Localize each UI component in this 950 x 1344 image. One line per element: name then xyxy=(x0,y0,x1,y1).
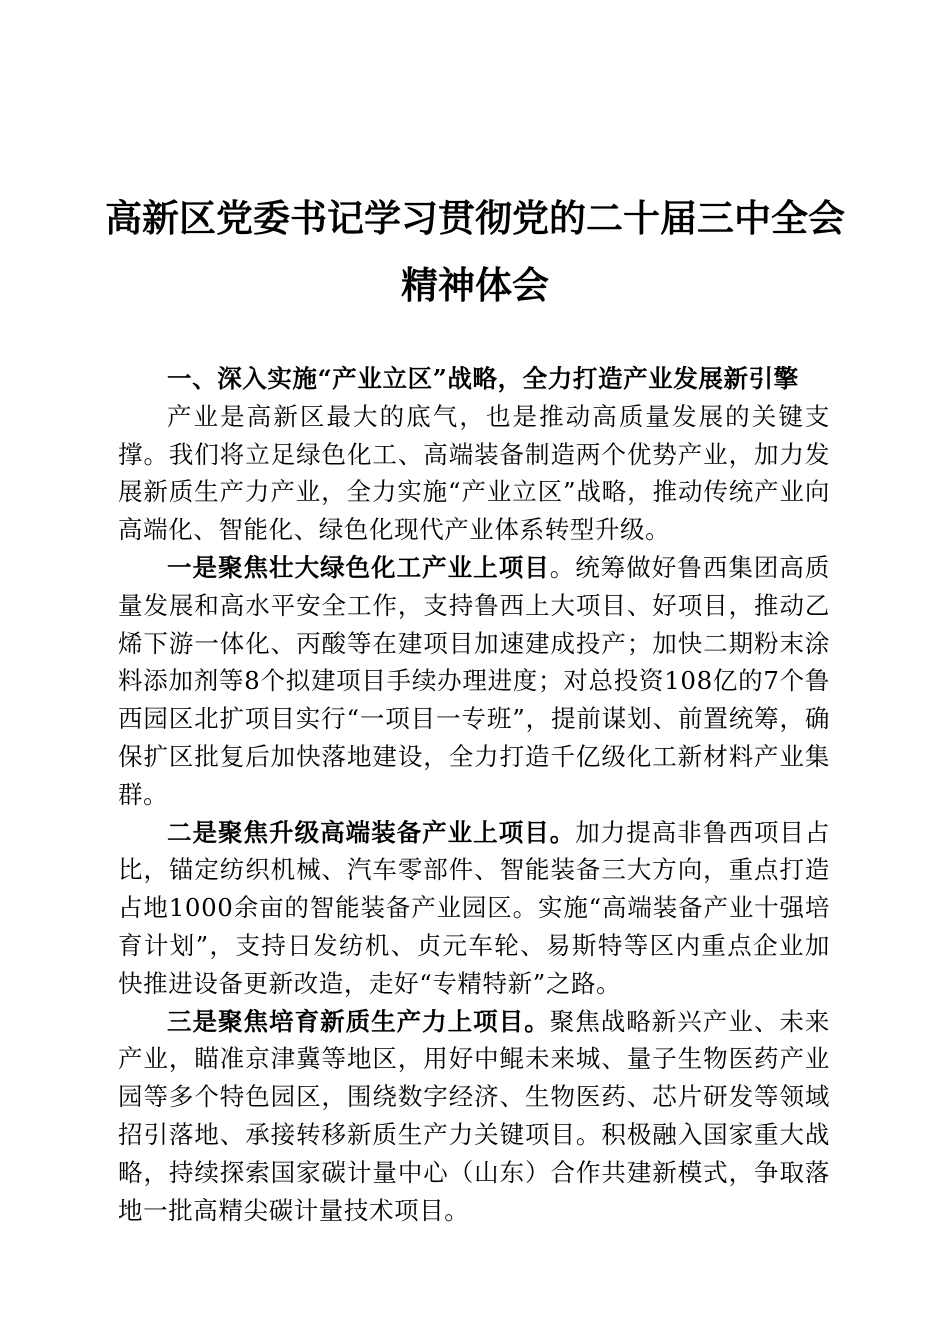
item-2-text: 加力提高非鲁西项目占比，锚定纺织机械、汽车零部件、智能装备三大方向，重点打造占地1000余亩的智能装备产业园区。实施“高端装备产业十强培育计划”，支持日发纺机、贞元车轮、易斯特等区内重点企业加快推进设备更新改造，走好“专精特新”之路。 xyxy=(118,817,830,998)
paragraph-item-3 xyxy=(118,1003,830,1230)
document-title-line-2: 精神体会 xyxy=(401,263,549,307)
item-3-lead: 三是聚焦培育新质生产力上项目。 xyxy=(167,1006,550,1036)
section-heading: 一、深入实施“产业立区”战略，全力打造产业发展新引擎 xyxy=(167,364,799,393)
document-body xyxy=(118,360,830,1229)
item-1-lead: 一是聚焦壮大绿色化工产业上项目 xyxy=(167,552,550,582)
document-title-line-1: 高新区党委书记学习贯彻党的二十届三中全会 xyxy=(105,196,845,240)
paragraph-item-2 xyxy=(118,814,830,1003)
item-2-lead: 二是聚焦升级高端装备产业上项目。 xyxy=(167,817,576,847)
paragraph-item-1 xyxy=(118,549,830,814)
intro-paragraph: 产业是高新区最大的底气，也是推动高质量发展的关键支撑。我们将立足绿色化工、高端装备制造两个优势产业，加力发展新质生产力产业，全力实施“产业立区”战略，推动传统产业向高端化、智能化、绿色化现代产业体系转型升级。 xyxy=(118,401,830,545)
item-1-text: 。统筹做好鲁西集团高质量发展和高水平安全工作，支持鲁西上大项目、好项目，推动乙烯下游一体化、丙酸等在建项目加速建成投产；加快二期粉末涂料添加剂等8个拟建项目手续办理进度；对总投资108亿的7个鲁西园区北扩项目实行“一项目一专班”，提前谋划、前置统筹，确保扩区批复后加快落地建设，全力打造千亿级化工新材料产业集群。 xyxy=(118,552,830,809)
item-3-text: 聚焦战略新兴产业、未来产业，瞄准京津冀等地区，用好中鲲未来城、量子生物医药产业园等多个特色园区，围绕数字经济、生物医药、芯片研发等领域招引落地、承接转移新质生产力关键项目。积极融入国家重大战略，持续探索国家碳计量中心（山东）合作共建新模式，争取落地一批高精尖碳计量技术项目。 xyxy=(118,1006,830,1225)
